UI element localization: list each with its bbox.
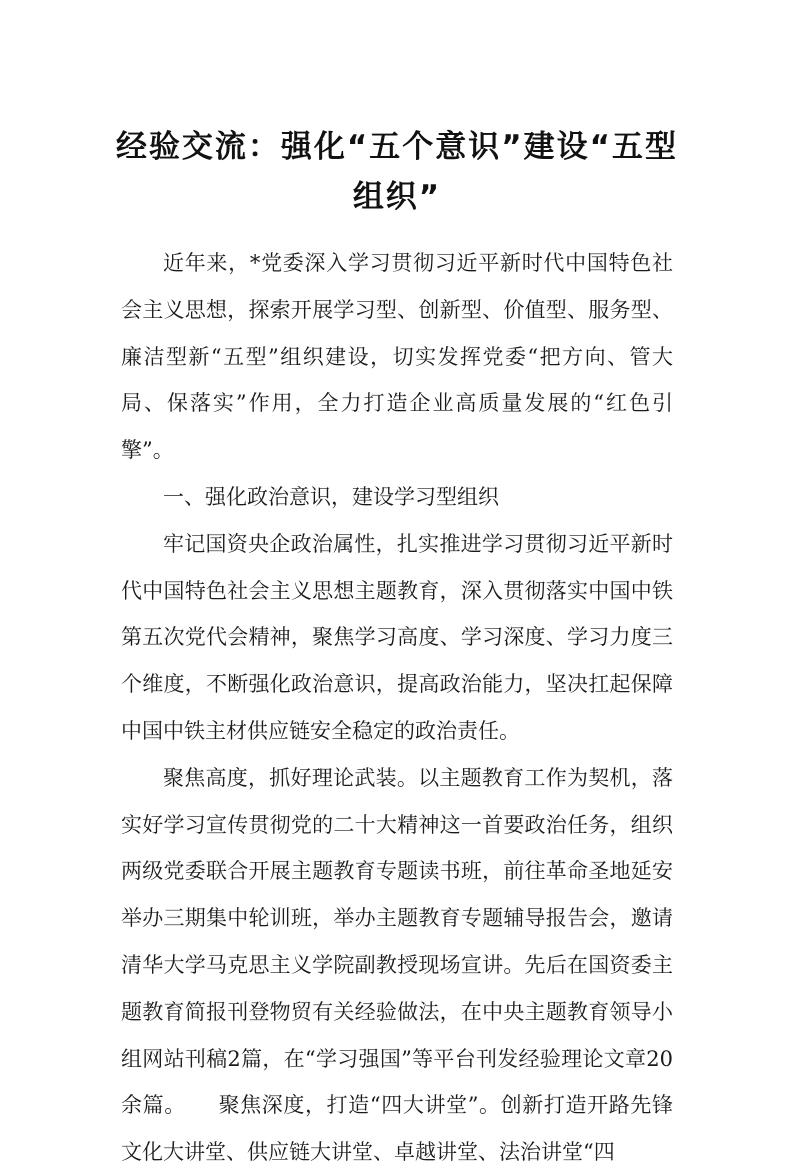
section-1-paragraph-2: 聚焦高度，抓好理论武装。以主题教育工作为契机，落实好学习宣传贯彻党的二十大精神这一首要政治任务，组织两级党委联合开展主题教育专题读书班，前往革命圣地延安举办三期集中轮训班，举办主题教育专题辅导报告会，邀请清华大学马克思主义学院副教授现场宣讲。先后在国资委主题教育简报刊登物贸有关经验做法，在中央主题教育领导小组网站刊稿2篇，在“学习强国”等平台刊发经验理论文章20余篇。 聚焦深度，打造“四大讲堂”。创新打造开路先锋文化大讲堂、供应链大讲堂、卓越讲堂、法治讲堂“四 bbox=[121, 765, 673, 1165]
document-body bbox=[121, 240, 673, 1176]
document-title: 经验交流：强化“五个意识”建设“五型组织” bbox=[115, 129, 679, 215]
section-heading-1: 一、强化政治意识，建设学习型组织 bbox=[163, 484, 499, 509]
section-1-paragraph: 牢记国资央企政治属性，扎实推进学习贯彻习近平新时代中国特色社会主义思想主题教育，深入贯彻落实中国中铁第五次党代会精神，聚焦学习高度、学习深度、学习力度三个维度，不断强化政治意识，提高政治能力，坚决扛起保障中国中铁主材供应链安全稳定的政治责任。 bbox=[121, 531, 673, 743]
intro-paragraph: 近年来，*党委深入学习贯彻习近平新时代中国特色社会主义思想，探索开展学习型、创新型、价值型、服务型、廉洁型新“五型”组织建设，切实发挥党委“把方向、管大局、保落实”作用，全力打造企业高质量发展的“红色引擎”。 bbox=[121, 251, 673, 463]
